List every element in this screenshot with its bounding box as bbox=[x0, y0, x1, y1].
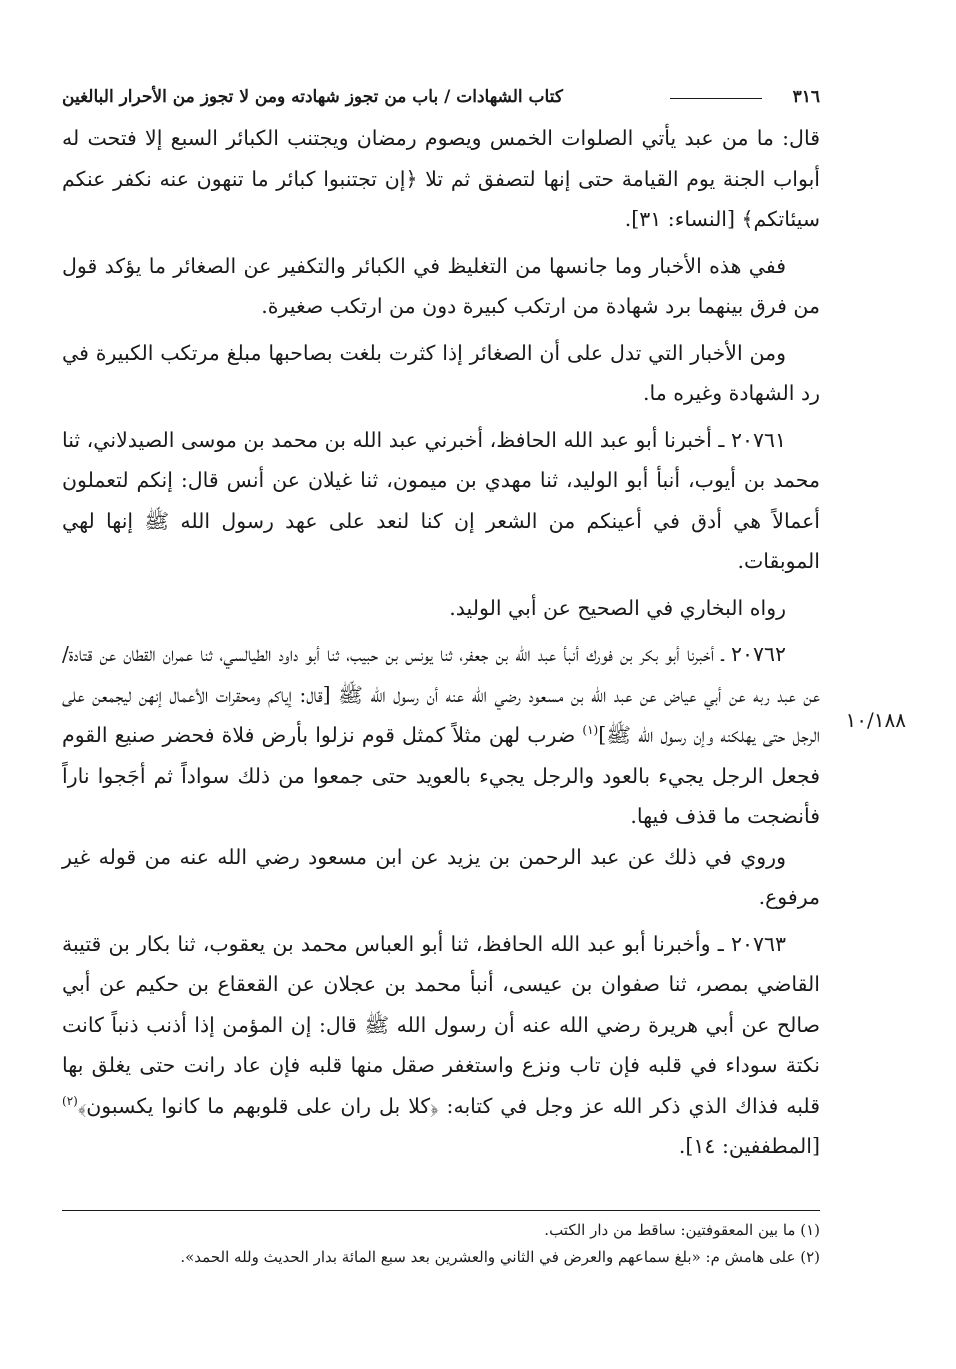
paragraph-2: ففي هذه الأخبار وما جانسها من التغليظ في الكبائر والتكفير عن الصغائر ما يؤكد قول من فرق بينهما برد شهادة من ارتكب كبيرة دون من ارتكب صغيرة. bbox=[62, 253, 820, 318]
paragraph-bukhari: رواه البخاري في الصحيح عن أبي الوليد. bbox=[449, 595, 786, 620]
margin-reference: ١٠/١٨٨ bbox=[845, 708, 906, 732]
page bbox=[62, 80, 906, 1266]
hadith-20762 bbox=[62, 634, 820, 837]
hadith-20763 bbox=[62, 924, 820, 1167]
paragraph-3: ومن الأخبار التي تدل على أن الصغائر إذا كثرت بلغت بصاحبها مبلغ مرتكب الكبيرة في رد الشهادة وغيره ما. bbox=[62, 340, 820, 405]
hadith-20762-part2: ضرب لهن مثلاً كمثل قوم نزلوا بأرض فلاة فحضر صنيع القوم فجعل الرجل يجيء بالعود والرجل يجيء بالعويد حتى جمعوا من ذلك سواداً ثم أجَجوا ناراً فأنضجت ما قذف فيها. bbox=[62, 723, 820, 828]
footnote-marker-2: (٢) bbox=[62, 1093, 78, 1108]
paragraph-1: قال: ما من عبد يأتي الصلوات الخمس ويصوم رمضان ويجتنب الكبائر السبع إلا فتحت له أبواب الجنة يوم القيامة حتى إنها لتصفق ثم تلا ﴿إن تجتنبوا كبائر ما تنهون عنه نكفر عنكم سيئاتكم﴾ [النساء: ٣١]. bbox=[62, 126, 820, 231]
page-number: ٣١٦ bbox=[792, 87, 820, 107]
footnote-2: (٢) على هامش م: «بلغ سماعهم والعرض في الثاني والعشرين بعد سبع المائة بدار الحديث ولله الحمد». bbox=[180, 1248, 820, 1266]
running-header bbox=[62, 80, 820, 114]
paragraph-ibn-masud: وروي في ذلك عن عبد الرحمن بن يزيد عن ابن مسعود رضي الله عنه من قوله غير مرفوع. bbox=[62, 844, 820, 909]
footnote-marker-1: (١) bbox=[582, 723, 599, 738]
header-rule bbox=[670, 98, 762, 99]
hadith-20761: ٢٠٧٦١ ـ أخبرنا أبو عبد الله الحافظ، أخبرني عبد الله بن محمد بن موسى الصيدلاني، ثنا محمد بن أيوب، أنبأ أبو الوليد، ثنا مهدي بن ميمون، ثنا غيلان عن أنس قال: إنكم لتعملون أعمالاً هي أدق في أعينكم من الشعر إن كنا لنعد على عهد رسول الله ﷺ إنها لهي الموبقات. bbox=[62, 427, 820, 573]
header-title: كتاب الشهادات / باب من تجوز شهادته ومن لا تجوز من الأحرار البالغين bbox=[62, 87, 563, 107]
hadith-20763-text: ٢٠٧٦٣ ـ وأخبرنا أبو عبد الله الحافظ، ثنا أبو العباس محمد بن يعقوب، ثنا بكار بن قتيبة القاضي بمصر، ثنا صفوان بن عيسى، أنبأ محمد بن عجلان عن القعقاع بن حكيم عن أبي صالح عن أبي هريرة رضي الله عنه أن رسول الله ﷺ قال: إن المؤمن إذا أذنب ذنباً كانت نكتة سوداء في قلبه فإن تاب ونزع واستغفر صقل منها قلبه فإن عاد رانت حتى يغلق بها قلبه فذاك الذي ذكر الله عز وجل في كتابه: ﴿كلا بل ران على قلوبهم ما كانوا يكسبون﴾ bbox=[62, 931, 820, 1118]
quran-citation: [المطففين: ١٤]. bbox=[678, 1134, 820, 1158]
footnotes bbox=[62, 1210, 820, 1271]
main-text bbox=[62, 118, 820, 1167]
footnote-1: (١) ما بين المعقوفتين: ساقط من دار الكتب. bbox=[544, 1221, 820, 1239]
hadith-20762-part1: ٢٠٧٦٢ ـ أخبرنا أبو بكر بن فورك أنبأ عبد الله بن جعفر، ثنا يونس بن حبيب، ثنا أبو داود الطيالسي، ثنا عمران القطان عن قتادة/ عن عبد ربه عن أبي عياض عن عبد الله بن مسعود رضي الله عنه أن رسول الله ﷺ [قال: إياكم ومحقرات الأعمال إنهن ليجمعن على الرجل حتى يهلكنه وإن رسول الله ﷺ] bbox=[62, 642, 820, 747]
